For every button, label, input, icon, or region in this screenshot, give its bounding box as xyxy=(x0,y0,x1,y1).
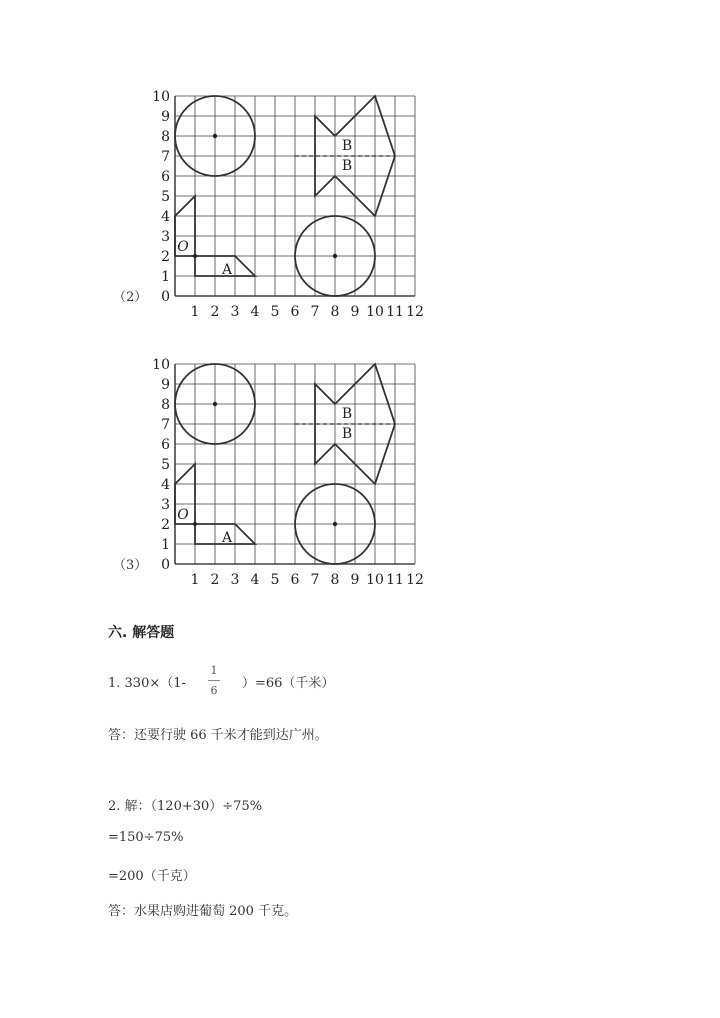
origin-label: O xyxy=(177,507,189,523)
x-tick-label: 1 xyxy=(190,572,200,586)
grid-figure-2-svg xyxy=(140,88,440,318)
circle-center-dot xyxy=(333,254,337,258)
y-tick-label: 6 xyxy=(161,169,170,185)
q1-prefix: 1. 330×（1- xyxy=(108,676,186,691)
x-tick-label: 7 xyxy=(310,572,320,586)
q2-answer: 答：水果店购进葡萄 200 千克。 xyxy=(108,904,298,919)
q1-fraction-numerator: 1 xyxy=(210,664,218,677)
section-title: 六. 解答题 xyxy=(108,625,175,641)
shape-label-a: A xyxy=(221,530,233,546)
y-tick-label: 10 xyxy=(152,89,170,105)
grid-figure-2 xyxy=(140,88,440,318)
y-tick-label: 2 xyxy=(161,249,170,265)
x-tick-label: 2 xyxy=(210,304,220,318)
shape-label-b-bottom: B xyxy=(341,158,353,174)
x-tick-label: 12 xyxy=(406,304,424,318)
y-tick-label: 5 xyxy=(161,189,170,205)
x-tick-label: 4 xyxy=(250,304,260,318)
shape-label-b-bottom: B xyxy=(341,426,353,442)
x-tick-label: 5 xyxy=(270,572,280,586)
x-tick-label: 9 xyxy=(350,572,360,586)
y-tick-label: 6 xyxy=(161,437,170,453)
q2-line3: =200（千克） xyxy=(108,869,196,884)
x-tick-label: 9 xyxy=(350,304,360,318)
x-tick-label: 1 xyxy=(190,304,200,318)
x-tick-label: 3 xyxy=(230,572,240,586)
y-tick-label: 1 xyxy=(161,537,170,553)
circle-center-dot xyxy=(213,402,217,406)
shape-label-a: A xyxy=(221,262,233,278)
shape-label-b-top: B xyxy=(341,138,353,154)
x-tick-label: 2 xyxy=(210,572,220,586)
y-tick-label: 4 xyxy=(161,209,170,225)
y-tick-label: 3 xyxy=(161,497,170,513)
y-tick-label: 5 xyxy=(161,457,170,473)
x-tick-label: 8 xyxy=(330,304,340,318)
x-tick-label: 11 xyxy=(386,304,404,318)
x-tick-label: 11 xyxy=(386,572,404,586)
y-tick-label: 10 xyxy=(152,357,170,373)
q1-answer: 答：还要行驶 66 千米才能到达广州。 xyxy=(108,728,328,743)
origin-point xyxy=(193,254,197,258)
y-tick-label: 4 xyxy=(161,477,170,493)
y-tick-label: 8 xyxy=(161,129,170,145)
y-tick-label: 7 xyxy=(161,417,170,433)
figure-2-label: （2） xyxy=(113,290,148,305)
x-tick-label: 3 xyxy=(230,304,240,318)
y-tick-label: 0 xyxy=(161,289,170,305)
grid-figure-3-svg xyxy=(140,356,440,586)
q2-line2: =150÷75% xyxy=(108,830,184,845)
x-tick-label: 5 xyxy=(270,304,280,318)
q1-fraction-denominator: 6 xyxy=(210,684,218,697)
x-tick-label: 10 xyxy=(366,572,384,586)
x-tick-label: 6 xyxy=(290,572,300,586)
origin-label: O xyxy=(177,239,189,255)
x-tick-label: 7 xyxy=(310,304,320,318)
q1-fraction xyxy=(208,664,220,697)
grid-figure-3 xyxy=(140,356,440,586)
shape-label-b-top: B xyxy=(341,406,353,422)
y-tick-label: 9 xyxy=(161,377,170,393)
q1-fraction-bar xyxy=(208,680,220,681)
y-tick-label: 0 xyxy=(161,557,170,573)
y-tick-label: 3 xyxy=(161,229,170,245)
y-tick-label: 2 xyxy=(161,517,170,533)
x-tick-label: 10 xyxy=(366,304,384,318)
q1-suffix: ）=66（千米） xyxy=(242,676,335,691)
x-tick-label: 12 xyxy=(406,572,424,586)
y-tick-label: 8 xyxy=(161,397,170,413)
circle-center-dot xyxy=(213,134,217,138)
y-tick-label: 1 xyxy=(161,269,170,285)
figure-3-label: （3） xyxy=(113,558,148,573)
circle-center-dot xyxy=(333,522,337,526)
x-tick-label: 4 xyxy=(250,572,260,586)
y-tick-label: 9 xyxy=(161,109,170,125)
x-tick-label: 8 xyxy=(330,572,340,586)
q2-line1: 2. 解：（120+30）÷75% xyxy=(108,799,263,814)
y-tick-label: 7 xyxy=(161,149,170,165)
x-tick-label: 6 xyxy=(290,304,300,318)
origin-point xyxy=(193,522,197,526)
